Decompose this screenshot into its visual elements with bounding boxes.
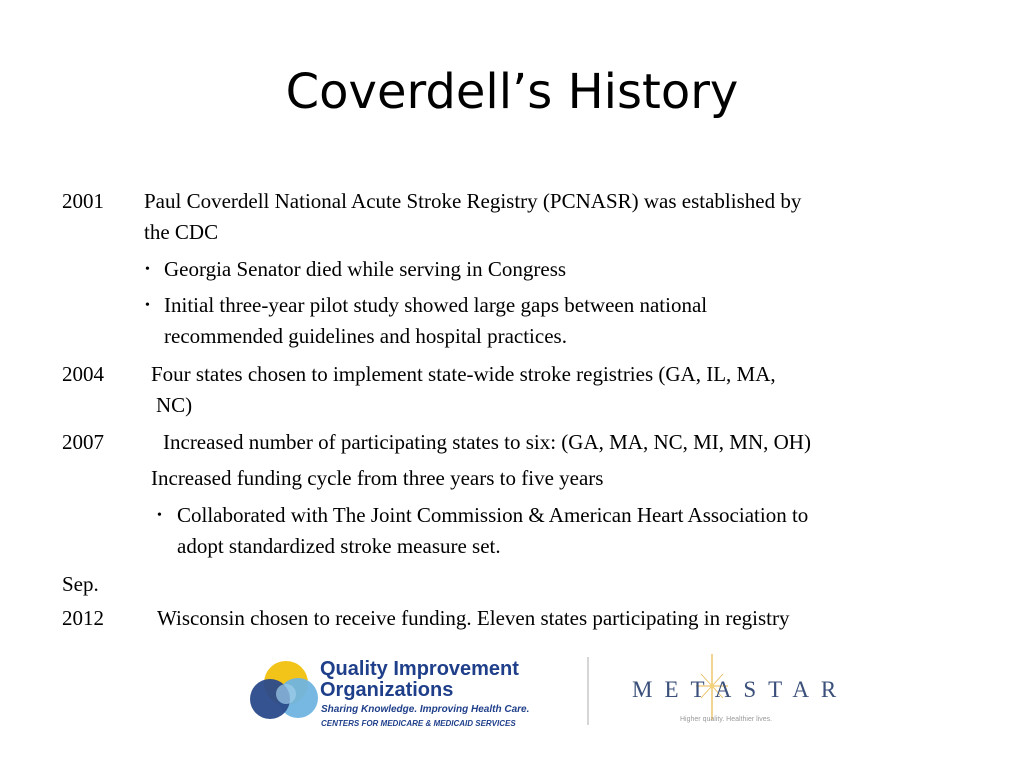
bullet-2007-1-line2: adopt standardized stroke measure set. — [177, 534, 501, 558]
bullet-2007-1-line1: Collaborated with The Joint Commission & American Heart Association to — [177, 503, 809, 527]
qio-cms-line: CENTERS FOR MEDICARE & MEDICAID SERVICES — [321, 719, 516, 728]
year-2012: 2012 — [62, 606, 104, 630]
logo-divider — [587, 657, 589, 725]
qio-circles-logo-icon — [246, 656, 326, 726]
year-2001: 2001 — [62, 189, 104, 213]
entry-2012-text-line1: Wisconsin chosen to receive funding. Eleven states participating in registry — [157, 606, 790, 630]
year-2007: 2007 — [62, 430, 104, 454]
entry-2004-text-line1: Four states chosen to implement state-wide stroke registries (GA, IL, MA, — [151, 362, 776, 386]
bullet-2001-2-line1: Initial three-year pilot study showed large gaps between national — [164, 293, 708, 317]
bullet-marker: • — [145, 262, 150, 277]
bullet-marker: • — [145, 298, 150, 313]
bullet-marker: • — [157, 508, 162, 523]
qio-name-line1: Quality Improvement — [320, 658, 519, 680]
bullet-2001-2-line2: recommended guidelines and hospital practices. — [164, 324, 567, 348]
year-2004: 2004 — [62, 362, 104, 386]
slide-title: Coverdell’s History — [285, 64, 739, 120]
metastar-tagline: Higher quality. Healthier lives. — [680, 716, 773, 723]
metastar-wordmark: METASTAR — [632, 677, 849, 702]
qio-tagline: Sharing Knowledge. Improving Health Care. — [321, 704, 530, 715]
bullet-2001-1: Georgia Senator died while serving in Congress — [164, 257, 567, 281]
entry-2007-text-line2: Increased funding cycle from three years to five years — [151, 466, 604, 490]
month-sep: Sep. — [62, 572, 99, 596]
qio-name-line2: Organizations — [320, 679, 454, 701]
entry-2001-text-line2: the CDC — [144, 220, 219, 244]
entry-2004-text-line2: NC) — [156, 393, 193, 417]
entry-2001-text-line1: Paul Coverdell National Acute Stroke Registry (PCNASR) was established by — [144, 189, 802, 213]
entry-2007-text-line1: Increased number of participating states to six: (GA, MA, NC, MI, MN, OH) — [163, 430, 811, 454]
